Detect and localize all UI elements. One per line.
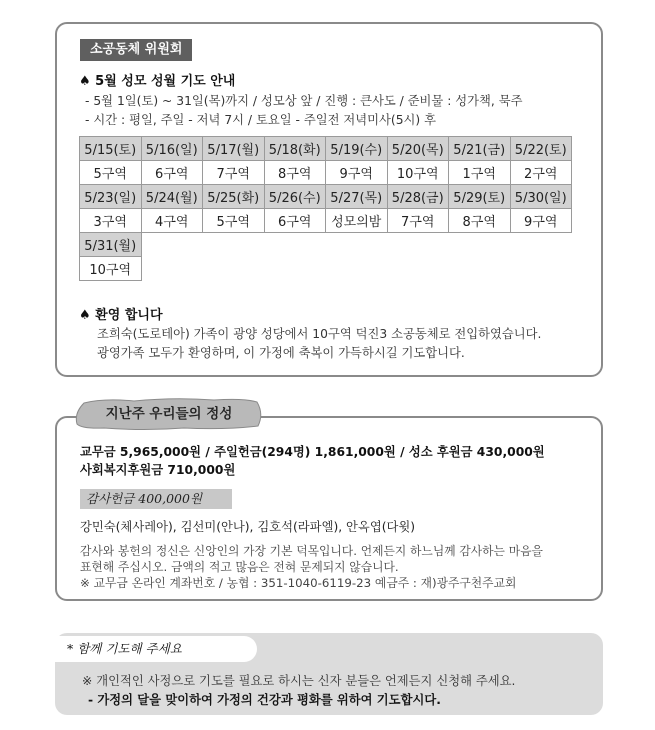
district-cell: 10구역 xyxy=(80,257,142,281)
date-cell: 5/23(일) xyxy=(80,185,142,209)
district-cell: 3구역 xyxy=(80,209,142,233)
welcome-line-1: 조희숙(도로테아) 가족이 광양 성당에서 10구역 덕진3 소공동체로 전입하였습니다. xyxy=(97,327,542,341)
offering-section xyxy=(55,416,603,601)
welcome-line-2: 광영가족 모두가 환영하며, 이 가정에 축복이 가득하시길 기도합니다. xyxy=(97,346,465,360)
offering-totals-line-1: 교무금 5,965,000원 / 주일헌금(294명) 1,861,000원 / 성소 후원금 430,000원 xyxy=(80,445,545,459)
date-cell: 5/18(화) xyxy=(264,137,326,161)
prayer-section xyxy=(55,633,603,715)
date-cell: 5/17(월) xyxy=(203,137,265,161)
offering-note-2: 표현해 주십시오. 금액의 적고 많음은 전혀 문제되지 않습니다. xyxy=(80,560,399,574)
rosary-heading: ♠ 5월 성모 성월 기도 안내 xyxy=(79,74,236,89)
rosary-line-2: - 시간 : 평일, 주일 - 저녁 7시 / 토요일 - 주일전 저녁미사(5시) 후 xyxy=(85,113,437,127)
schedule-row-dates-2 xyxy=(80,185,572,209)
date-cell: 5/20(목) xyxy=(387,137,449,161)
district-cell: 7구역 xyxy=(203,161,265,185)
schedule-row-districts-3 xyxy=(80,257,572,281)
schedule-row-dates-3 xyxy=(80,233,572,257)
date-cell: 5/19(수) xyxy=(326,137,388,161)
district-cell: 5구역 xyxy=(80,161,142,185)
rosary-line-1: - 5월 1일(토) ~ 31일(목)까지 / 성모상 앞 / 진행 : 큰사도 / 준비물 : 성가책, 묵주 xyxy=(85,94,523,108)
empty-cell xyxy=(141,257,572,281)
schedule-row-dates-1 xyxy=(80,137,572,161)
date-cell: 5/24(월) xyxy=(141,185,203,209)
offering-banner-label: 지난주 우리들의 정성 xyxy=(105,406,233,422)
district-cell: 6구역 xyxy=(141,161,203,185)
date-cell: 5/27(목) xyxy=(326,185,388,209)
district-cell: 4구역 xyxy=(141,209,203,233)
donor-names: 강민숙(체사레아), 김선미(안나), 김호석(라파엘), 안옥엽(다윗) xyxy=(80,520,416,534)
district-cell: 10구역 xyxy=(387,161,449,185)
date-cell: 5/30(일) xyxy=(510,185,572,209)
committee-section xyxy=(55,22,603,377)
prayer-tag: * 함께 기도해 주세요 xyxy=(55,636,257,662)
welcome-heading: ♠ 환영 합니다 xyxy=(79,308,163,323)
offering-totals-line-2: 사회복지후원금 710,000원 xyxy=(80,463,236,477)
district-cell: 9구역 xyxy=(326,161,388,185)
district-cell: 8구역 xyxy=(264,161,326,185)
prayer-line-2: - 가정의 달을 맞이하여 가정의 건강과 평화를 위하여 기도합시다. xyxy=(88,693,441,707)
date-cell: 5/31(월) xyxy=(80,233,142,257)
date-cell: 5/29(토) xyxy=(449,185,511,209)
date-cell: 5/25(화) xyxy=(203,185,265,209)
offering-banner xyxy=(74,397,264,431)
account-info: ※ 교무금 온라인 계좌번호 / 농협 : 351-1040-6119-23 예금주 : 재)광주구천주교회 xyxy=(80,576,517,590)
rosary-schedule-table xyxy=(79,136,572,281)
empty-cell xyxy=(141,233,572,257)
date-cell: 5/16(일) xyxy=(141,137,203,161)
date-cell: 5/22(토) xyxy=(510,137,572,161)
committee-tag: 소공동체 위원회 xyxy=(80,39,192,61)
date-cell: 5/15(토) xyxy=(80,137,142,161)
schedule-row-districts-2 xyxy=(80,209,572,233)
district-cell: 1구역 xyxy=(449,161,511,185)
district-cell: 6구역 xyxy=(264,209,326,233)
schedule-row-districts-1 xyxy=(80,161,572,185)
date-cell: 5/26(수) xyxy=(264,185,326,209)
district-cell: 8구역 xyxy=(449,209,511,233)
district-cell: 성모의밤 xyxy=(326,209,388,233)
district-cell: 5구역 xyxy=(203,209,265,233)
offering-note-1: 감사와 봉헌의 정신은 신앙인의 가장 기본 덕목입니다. 언제든지 하느님께 감사하는 마음을 xyxy=(80,544,543,558)
district-cell: 2구역 xyxy=(510,161,572,185)
prayer-line-1: ※ 개인적인 사정으로 기도를 필요로 하시는 신자 분들은 언제든지 신청해 주세요. xyxy=(82,674,516,688)
district-cell: 7구역 xyxy=(387,209,449,233)
date-cell: 5/28(금) xyxy=(387,185,449,209)
date-cell: 5/21(금) xyxy=(449,137,511,161)
thanks-offering-tag: 감사헌금 400,000원 xyxy=(80,489,232,509)
district-cell: 9구역 xyxy=(510,209,572,233)
